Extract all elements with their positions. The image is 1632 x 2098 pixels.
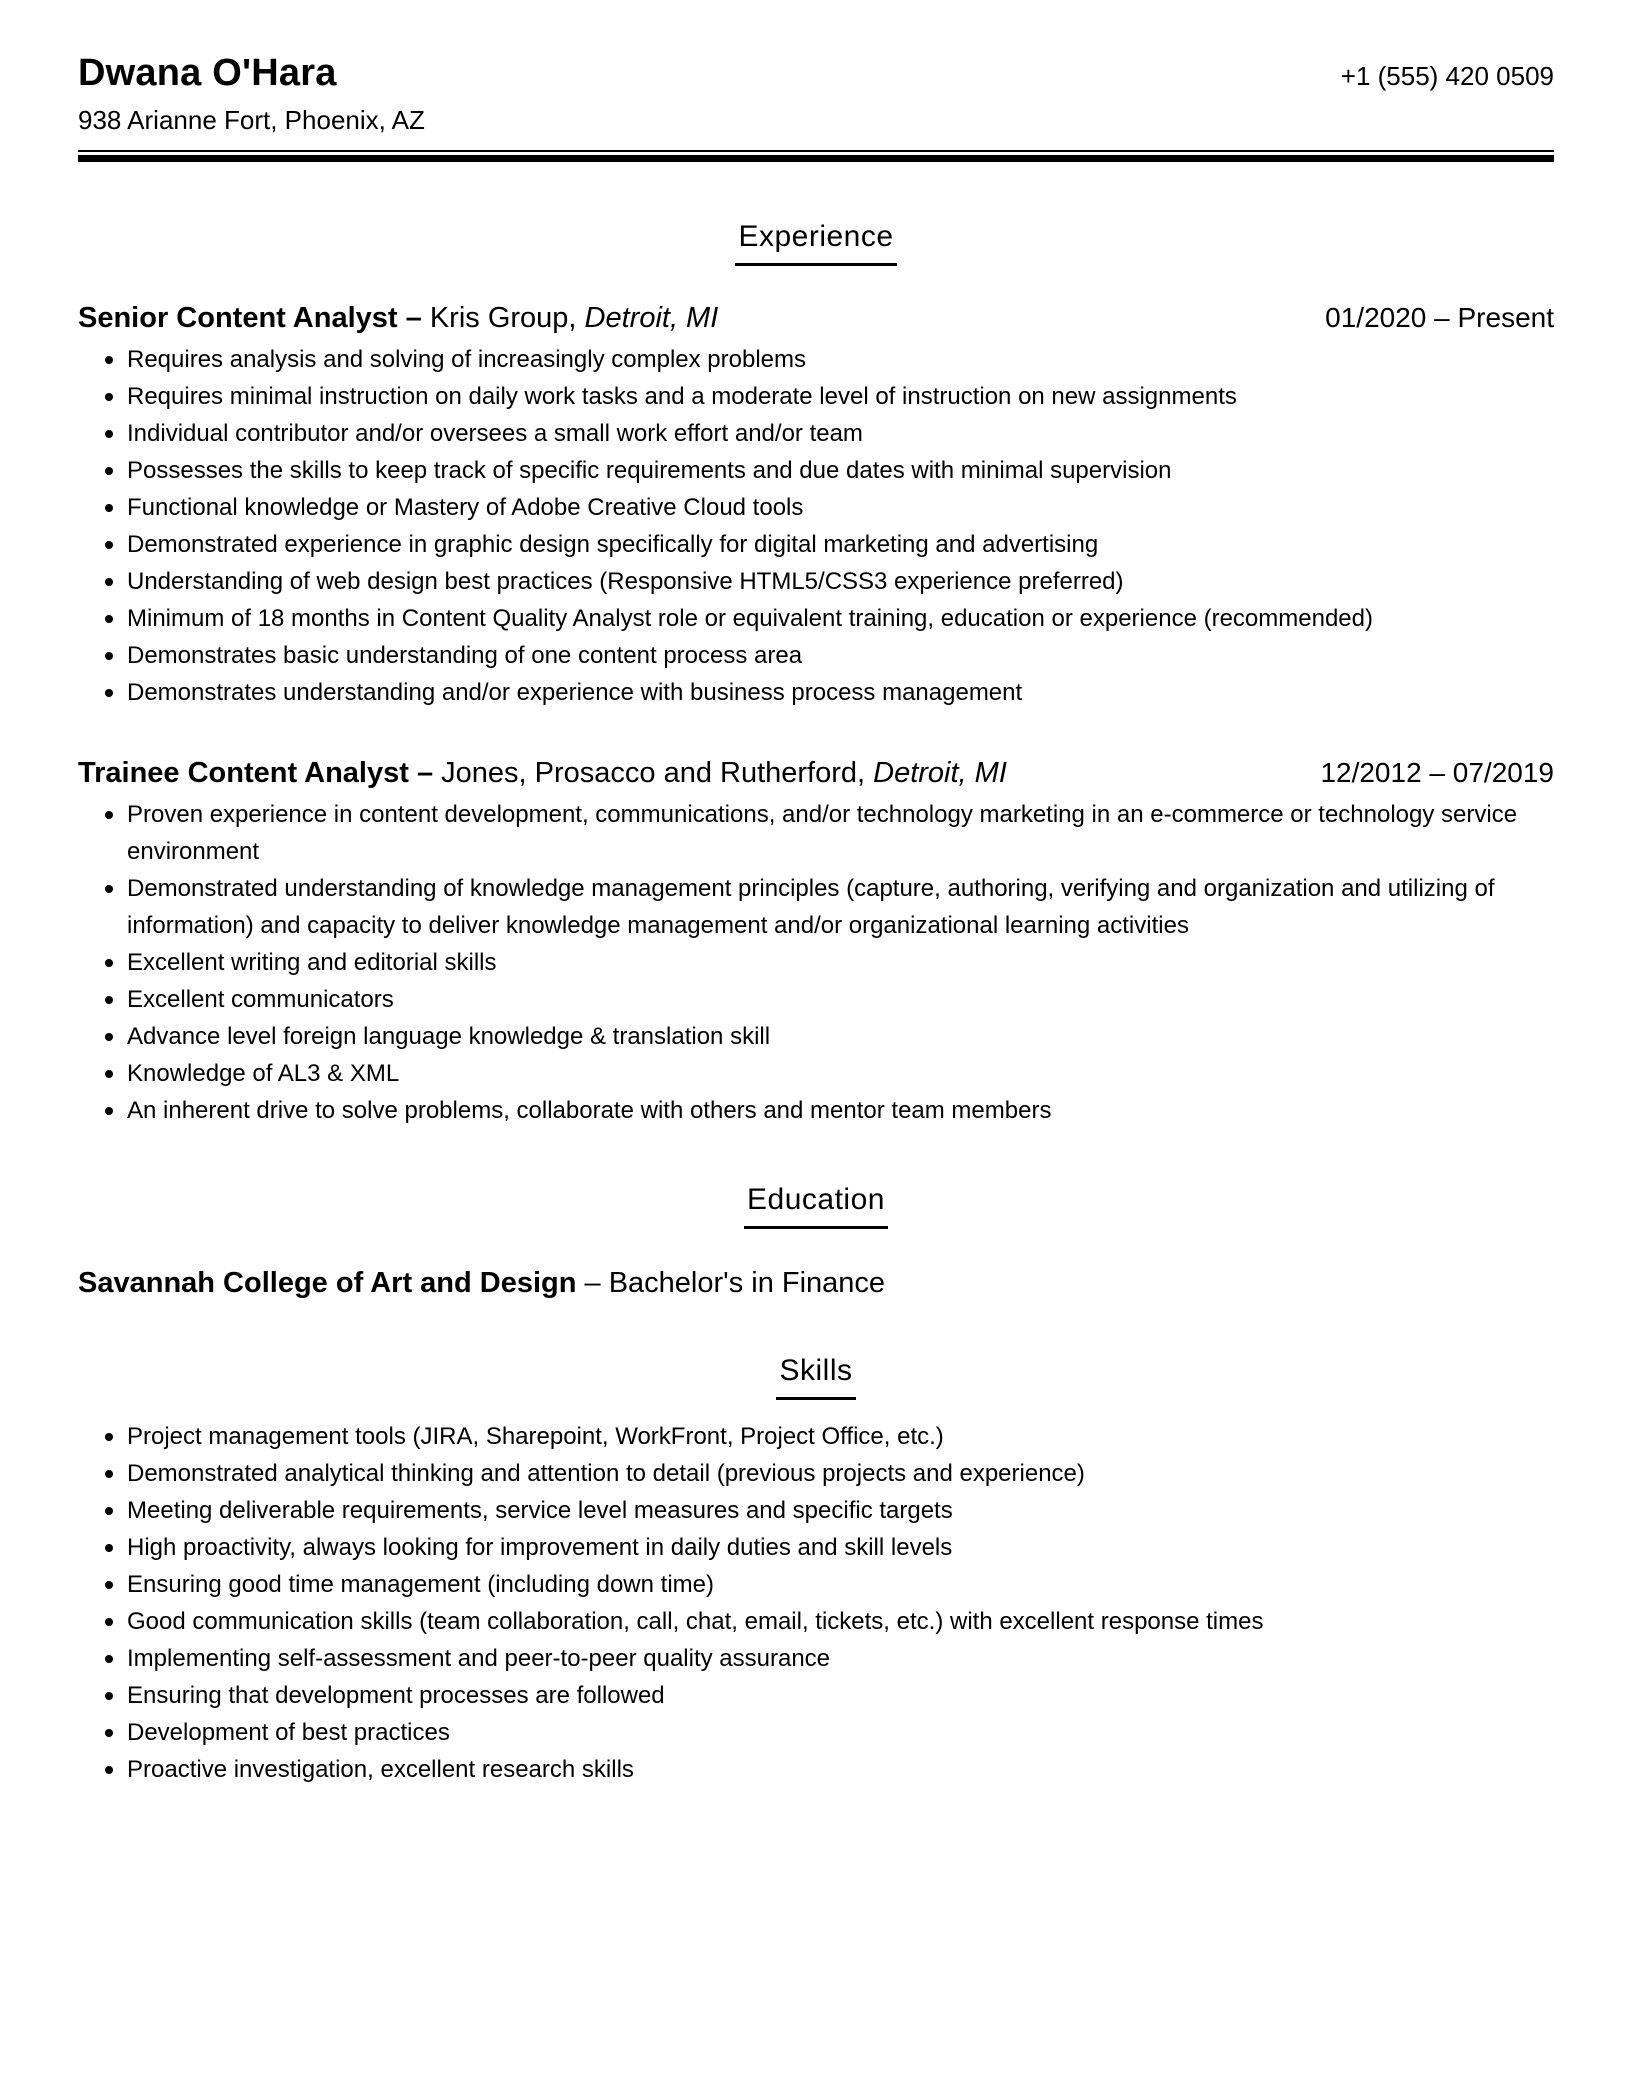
person-name: Dwana O'Hara — [78, 52, 337, 94]
bullet-item: An inherent drive to solve problems, collaborate with others and mentor team members — [78, 1092, 1554, 1129]
bullet-item: High proactivity, always looking for improvement in daily duties and skill levels — [78, 1529, 1554, 1566]
education-heading: Education — [744, 1183, 888, 1229]
job-dates: 01/2020 – Present — [1325, 302, 1554, 333]
header-left — [78, 52, 425, 136]
bullet-item: Excellent writing and editorial skills — [78, 944, 1554, 981]
job-location: Detroit, MI — [873, 757, 1007, 789]
person-phone: +1 (555) 420 0509 — [1340, 61, 1554, 91]
skills-bullet-list — [78, 1418, 1554, 1788]
bullet-item: Meeting deliverable requirements, service level measures and specific targets — [78, 1492, 1554, 1529]
job-title-line — [78, 757, 1007, 790]
header — [78, 52, 1554, 136]
job-bullet-list — [78, 341, 1554, 711]
job-location: Detroit, MI — [584, 302, 719, 334]
person-address: 938 Arianne Fort, Phoenix, AZ — [78, 105, 425, 135]
bullet-item: Good communication skills (team collaboration, call, chat, email, tickets, etc.) with excellent response times — [78, 1603, 1554, 1640]
bullet-item: Demonstrated understanding of knowledge management principles (capture, authoring, verifying and organization and utilizing of information) and capacity to deliver knowledge management and/or organizational learning activities — [78, 870, 1554, 944]
bullet-item: Ensuring that development processes are followed — [78, 1677, 1554, 1714]
bullet-item: Excellent communicators — [78, 981, 1554, 1018]
bullet-item: Ensuring good time management (including down time) — [78, 1566, 1554, 1603]
experience-section-head — [78, 220, 1554, 266]
education-institution: Savannah College of Art and Design — [78, 1267, 577, 1299]
job-header — [78, 757, 1554, 790]
job-company: Kris Group, — [429, 302, 585, 334]
bullet-item: Project management tools (JIRA, Sharepoint, WorkFront, Project Office, etc.) — [78, 1418, 1554, 1455]
bullet-item: Demonstrated experience in graphic design specifically for digital marketing and advertising — [78, 526, 1554, 563]
bullet-item: Proven experience in content development, communications, and/or technology marketing in an e-commerce or technology service environment — [78, 796, 1554, 870]
header-divider — [78, 150, 1554, 162]
bullet-item: Requires analysis and solving of increasingly complex problems — [78, 341, 1554, 378]
bullet-item: Demonstrates understanding and/or experience with business process management — [78, 674, 1554, 711]
bullet-item: Individual contributor and/or oversees a small work effort and/or team — [78, 415, 1554, 452]
experience-heading: Experience — [735, 220, 896, 266]
education-section-head — [78, 1183, 1554, 1229]
job-bullet-list — [78, 796, 1554, 1129]
bullet-item: Implementing self-assessment and peer-to-peer quality assurance — [78, 1640, 1554, 1677]
job-company: Jones, Prosacco and Rutherford, — [441, 757, 874, 789]
divider-thin-line — [78, 150, 1554, 152]
education-degree: – Bachelor's in Finance — [576, 1267, 886, 1299]
bullet-item: Proactive investigation, excellent research skills — [78, 1751, 1554, 1788]
job-header — [78, 302, 1554, 335]
skills-heading: Skills — [776, 1354, 855, 1400]
bullet-item: Minimum of 18 months in Content Quality Analyst role or equivalent training, education or experience (recommended) — [78, 600, 1554, 637]
job-dates: 12/2012 – 07/2019 — [1320, 757, 1554, 788]
job-title: Trainee Content Analyst – — [78, 757, 442, 789]
bullet-item: Advance level foreign language knowledge & translation skill — [78, 1018, 1554, 1055]
job-entry-trainee-content-analyst — [78, 757, 1554, 1129]
divider-thick-line — [78, 155, 1554, 162]
bullet-item: Development of best practices — [78, 1714, 1554, 1751]
bullet-item: Possesses the skills to keep track of specific requirements and due dates with minimal supervision — [78, 452, 1554, 489]
bullet-item: Understanding of web design best practices (Responsive HTML5/CSS3 experience preferred) — [78, 563, 1554, 600]
bullet-item: Knowledge of AL3 & XML — [78, 1055, 1554, 1092]
bullet-item: Functional knowledge or Mastery of Adobe Creative Cloud tools — [78, 489, 1554, 526]
job-title-line — [78, 302, 718, 335]
skills-section-head — [78, 1354, 1554, 1400]
education-line — [78, 1267, 1554, 1300]
bullet-item: Demonstrates basic understanding of one content process area — [78, 637, 1554, 674]
job-entry-senior-content-analyst — [78, 302, 1554, 711]
bullet-item: Requires minimal instruction on daily work tasks and a moderate level of instruction on new assignments — [78, 378, 1554, 415]
job-title: Senior Content Analyst – — [78, 302, 430, 334]
bullet-item: Demonstrated analytical thinking and attention to detail (previous projects and experience) — [78, 1455, 1554, 1492]
